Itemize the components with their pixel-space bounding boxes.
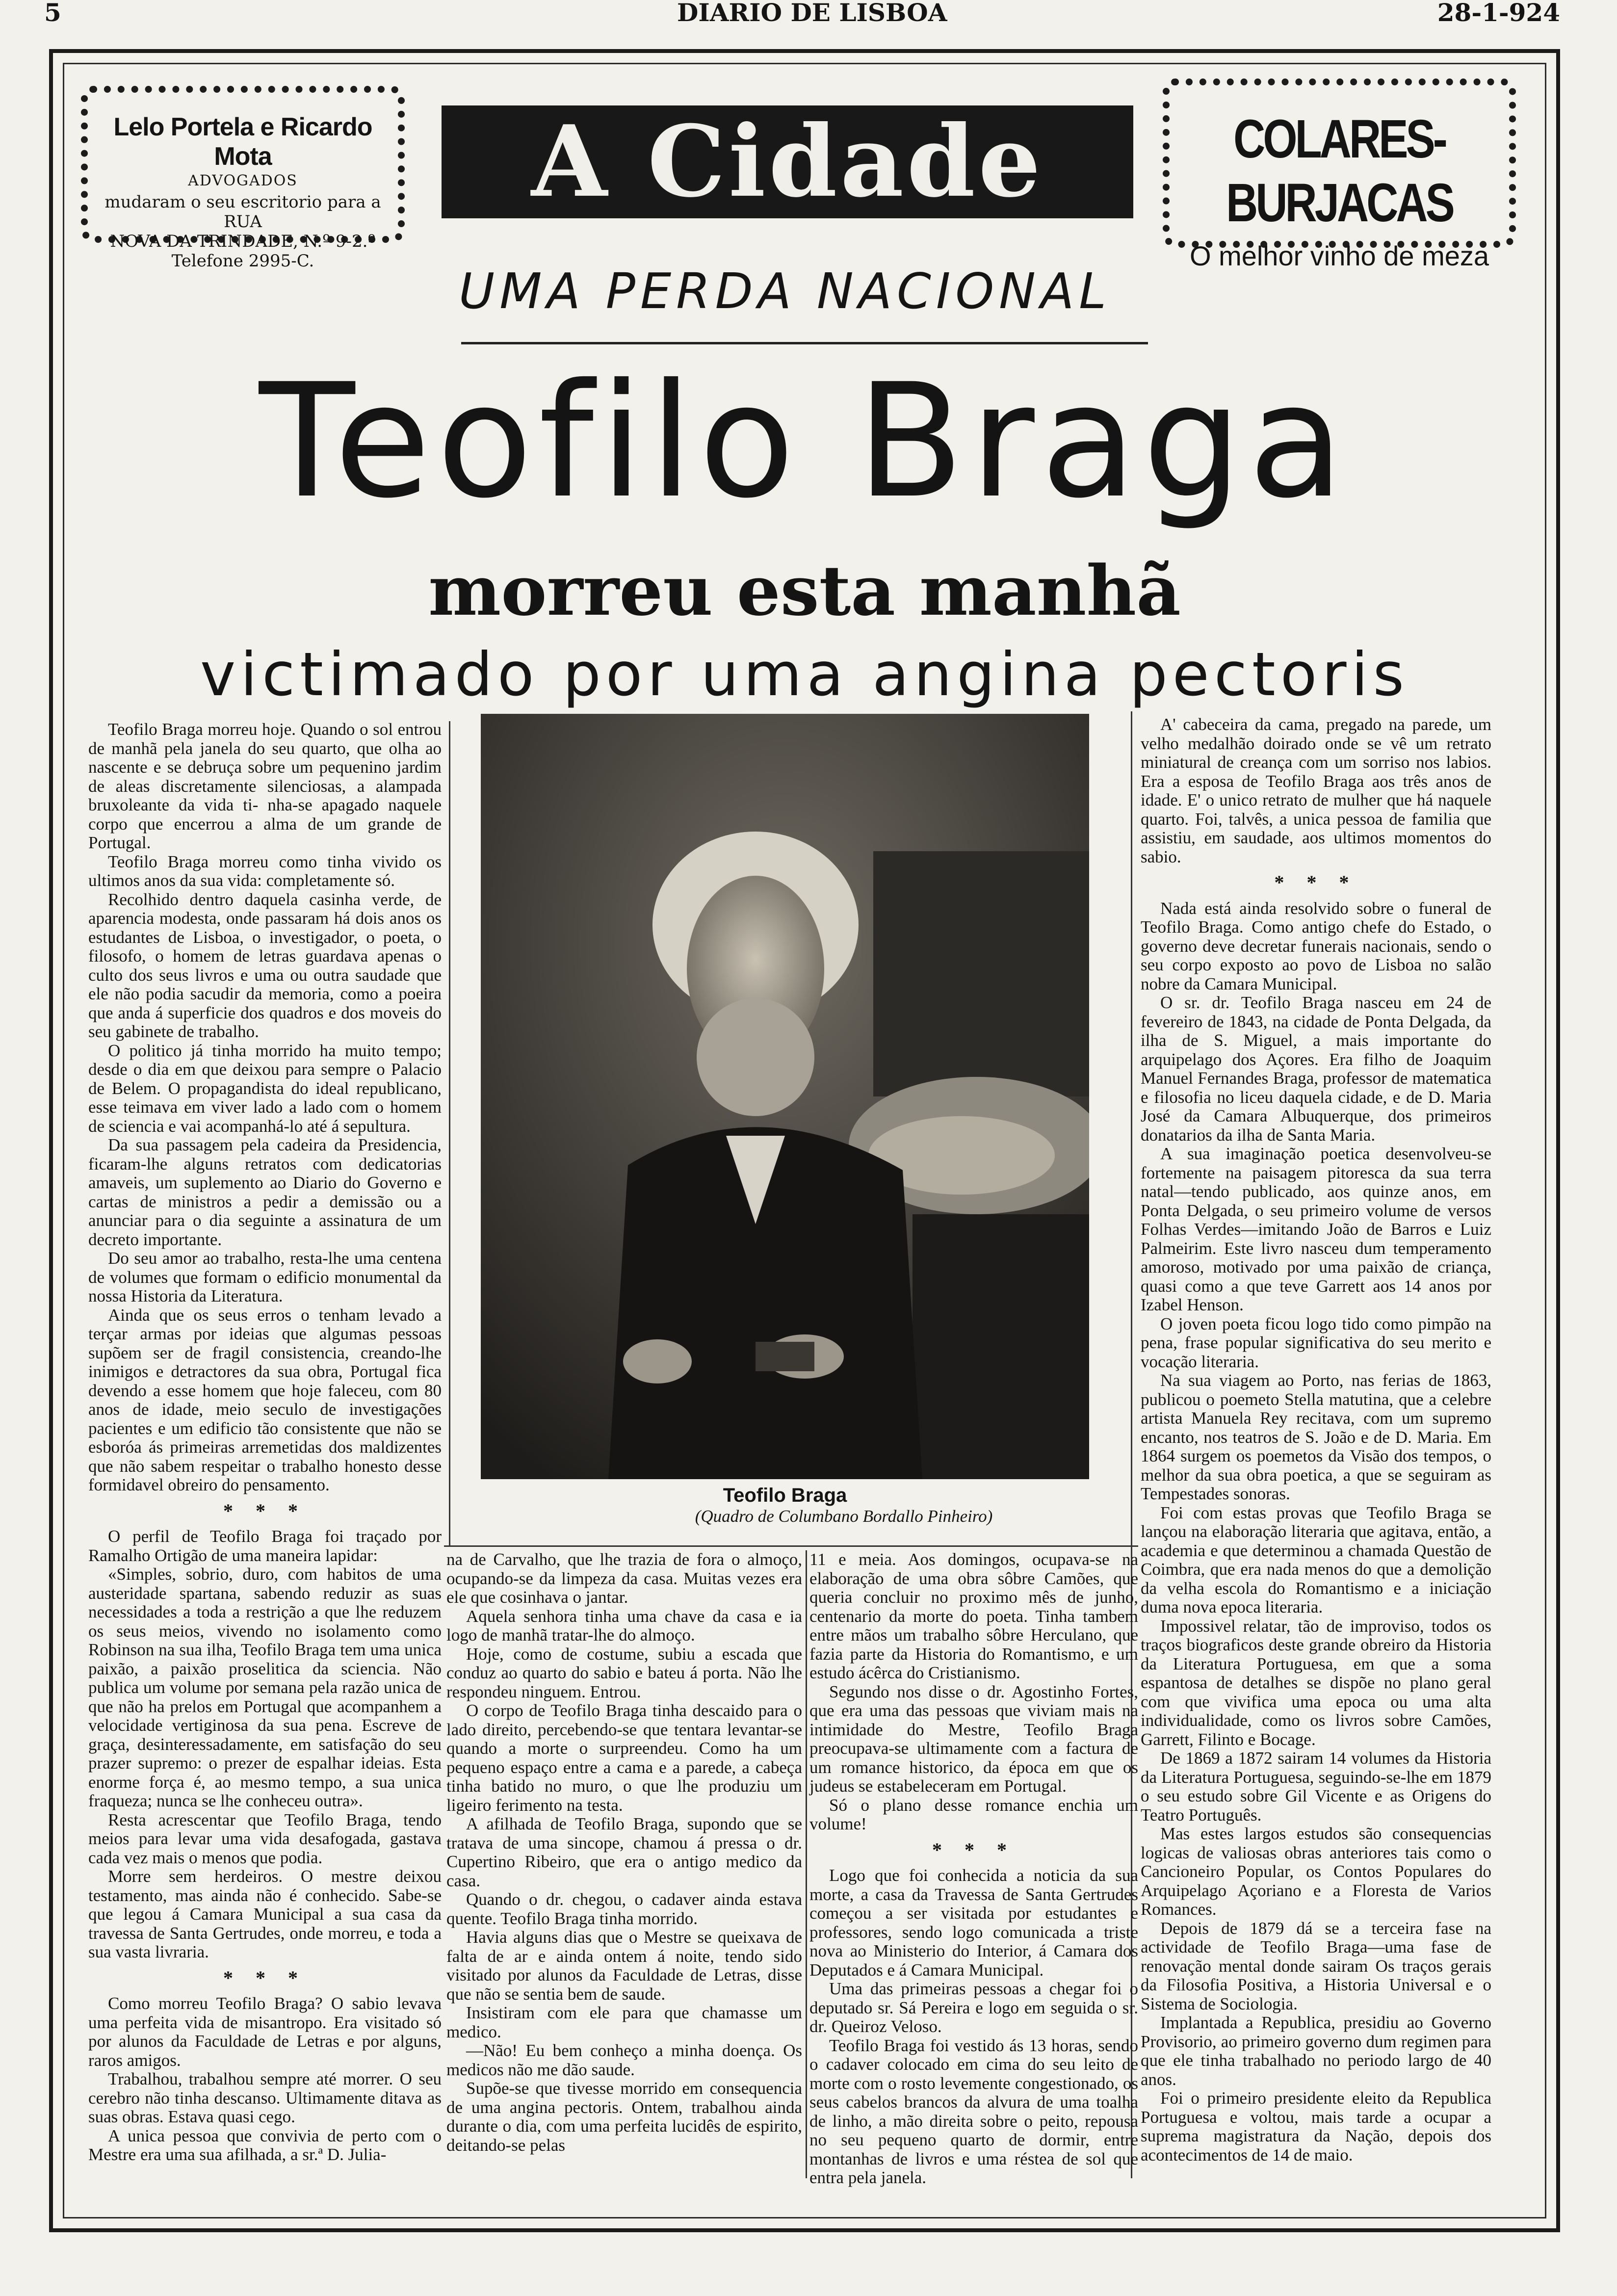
paragraph: Segundo nos disse o dr. Agostinho Fortes, que era uma das pessoas que viviam mais na intimidade do Mestre, Teofilo Braga preocupava-se ultimamente com a factura de um romance historico, da época em que os judeus se estabeleceram em Portugal. (809, 1682, 1138, 1796)
paragraph: O joven poeta ficou logo tido como pimpão na pena, frase popular significativa do seu merito e vocação literaria. (1141, 1314, 1491, 1371)
photo-bottom-rule (444, 1545, 1138, 1547)
subheadline-secondary: victimado por uma angina pectoris (200, 640, 1409, 709)
paragraph: A afilhada de Teofilo Braga, supondo que se tratava de uma sincope, chamou á pressa o dr. Cupertino Ribeiro, que era o antigo medico da casa. (446, 1814, 802, 1890)
section-stars: * * * (1274, 871, 1358, 893)
article-column-1 (88, 720, 442, 2165)
paragraph: 11 e meia. Aos domingos, ocupava-se na elaboração de uma obra sôbre Camões, que queria concluir no proximo mês de junho, centenario da morte do poeta. Tinha tambem entre mãos um trabalho sôbre Herculano, que fazia parte da Historia do Romantismo, e um estudo ácêrca do Cristianismo. (809, 1550, 1138, 1682)
paragraph: Teofilo Braga foi vestido ás 13 horas, sendo o cadaver colocado em cima do seu leito de morte com o rosto levemente congestionado, os seus cabelos brancos da alvura de uma toalha de linho, a mão direita sobre o peito, repousa no seu pequeno quarto de dormir, entre montanhas de livros e uma réstea de sol que entra pela janela. (809, 2035, 1138, 2187)
paragraph: Uma das primeiras pessoas a chegar foi o deputado sr. Sá Pereira e logo em seguida o sr. dr. Queiroz Veloso. (809, 1979, 1138, 2036)
paragraph: Ainda que os seus erros o tenham levado a terçar armas por ideias que algumas pessoas supõem ser de fragil consistencia, creando-lhe inimigos e detractores da sua obra, Portugal fica devendo a esse homem que hoje faleceu, com 80 anos de idade, meio seculo de investigações pacientes e um edificio tão consistente que não se esboróa ás primeiras arremetidas dos maldizentes que não sabem respeitar o trabalho honesto desse formidavel obreiro do pensamento. (88, 1305, 442, 1494)
paragraph: Implantada a Republica, presidiu ao Governo Provisorio, ao primeiro governo dum regimen para que ele tinha trabalhado no periodo largo de 40 anos. (1141, 2013, 1491, 2089)
section-stars: * * * (223, 1499, 307, 1522)
advert-lawyers-title: Lelo Portela e Ricardo Mota (113, 113, 372, 171)
paragraph: A unica pessoa que convivia de perto com o Mestre era uma sua afilhada, a sr.ª D. Julia- (88, 2126, 442, 2164)
article-column-4 (1141, 715, 1491, 2165)
photo-caption (481, 1484, 1089, 1526)
paragraph: Trabalhou, trabalhou sempre até morrer. O seu cerebro não tinha descanso. Ultimamente ditava as suas obras. Estava quasi cego. (88, 2069, 442, 2126)
page-number: 5 (44, 0, 61, 27)
column-rule-2 (806, 1550, 807, 2178)
paragraph: A sua imaginação poetica desenvolveu-se fortemente na paisagem pitoresca da sua terra natal—tendo publicado, aos quinze anos, em Ponta Delgada, o seu primeiro volume de versos Folhas Verdes—imitando João de Barros e Luiz Palmeirim. Este livro nasceu dum temperamento amoroso, motivado por uma paixão de criança, quasi como a que teve Garrett aos 14 anos por Izabel Henson. (1141, 1144, 1491, 1314)
advert-wine-title: COLARES-BURJACAS (1226, 109, 1453, 233)
advert-lawyers-line3: Telefone 2995-C. (171, 251, 314, 271)
paragraph: O corpo de Teofilo Braga tinha descaido para o lado direito, percebendo-se que tentara levantar-se quando a morte o surpreendeu. Como ha um pequeno espaço entre a cama e a parede, a cabeça tinha batido no muro, o que lhe produziu um ligeiro ferimento na testa. (446, 1701, 802, 1815)
caption-credit: (Quadro de Columbano Bordallo Pinheiro) (695, 1507, 993, 1526)
article-column-2 (446, 1550, 802, 2155)
section-stars: * * * (932, 1838, 1016, 1861)
paragraph: O perfil de Teofilo Braga foi traçado por Ramalho Ortigão de uma maneira lapidar: (88, 1527, 442, 1565)
subheadline: morreu esta manhã (428, 551, 1181, 631)
issue-date: 28-1-924 (1437, 0, 1560, 27)
paragraph: Como morreu Teofilo Braga? O sabio levava uma perfeita vida de misantropo. Era visitado só por alunos da Faculdade de Letras e por alguns, raros amigos. (88, 1994, 442, 2070)
newspaper-name: DIARIO DE LISBOA (677, 0, 947, 27)
paragraph: Só o plano desse romance enchia um volume! (809, 1795, 1138, 1833)
advert-lawyers-subtitle: ADVOGADOS (188, 172, 298, 189)
paragraph: Nada está ainda resolvido sobre o funeral de Teofilo Braga. Como antigo chefe do Estado, o governo deve decretar funerais nacionais, sendo o seu corpo exposto ao povo de Lisboa no salão nobre da Camara Municipal. (1141, 898, 1491, 993)
paragraph: Resta acrescentar que Teofilo Braga, tendo meios para levar uma vida desafogada, gastava cada vez mais o menos que podia. (88, 1810, 442, 1867)
paragraph: O sr. dr. Teofilo Braga nasceu em 24 de fevereiro de 1843, na cidade de Ponta Delgada, da ilha de S. Miguel, a mais importante do arquipelago dos Açores. Era filho de Joaquim Manuel Fernandes Braga, professor de matematica e filosofia no liceu daquela cidade, e de D. Maria José da Camara Albuquerque, dos primeiros donatarios da ilha de Santa Maria. (1141, 993, 1491, 1145)
paragraph: Aquela senhora tinha uma chave da casa e ia logo de manhã tratar-lhe do almoço. (446, 1606, 802, 1644)
caption-name: Teofilo Braga (723, 1485, 847, 1506)
paragraph: Havia alguns dias que o Mestre se queixava de falta de ar e ainda ontem á noite, tendo sido visitado por alunos da Faculdade de Letras, disse que não se sentia bem de saude. (446, 1928, 802, 2004)
paragraph: A' cabeceira da cama, pregado na parede, um velho medalhão doirado onde se vê um retrato miniatural de creança com um sorriso nos labios. Era a esposa de Teofilo Braga aos três anos de idade. E' o unico retrato de mulher que há naquele quarto. Foi, talvês, a unica pessoa de familia que assistiu, em saudade, aos ultimos momentos do sabio. (1141, 715, 1491, 866)
paragraph: De 1869 a 1872 sairam 14 volumes da Historia da Literatura Portuguesa, seguindo-se-lhe em 1879 o seu estudo sobre Gil Vicente e as Origens do Teatro Português. (1141, 1748, 1491, 1825)
paragraph: Morre sem herdeiros. O mestre deixou testamento, mas ainda não é conhecido. Sabe-se que legou á Camara Municipal a sua casa da travessa de Santa Gertrudes, onde morreu, e toda a sua vasta livraria. (88, 1867, 442, 1961)
paragraph: Mas estes largos estudos são consequencias logicas de valiosas obras anteriores tais como o Cancioneiro Popular, os Contos Populares do Arquipelago Açoriano e a Floresta de Varios Romances. (1141, 1824, 1491, 1919)
paragraph: Hoje, como de costume, subiu a escada que conduz ao quarto do sabio e bateu á porta. Não lhe respondeu ninguem. Entrou. (446, 1644, 802, 1701)
paragraph: Supõe-se que tivesse morrido em consequencia de uma angina pectoris. Ontem, trabalhou ainda durante o dia, com uma perfeita lucidês de espirito, deitando-se pelas (446, 2079, 802, 2155)
column-rule-1 (449, 721, 450, 1545)
paragraph: Teofilo Braga morreu como tinha vivido os ultimos anos da sua vida: completamente só. (88, 852, 442, 890)
advert-lawyers (81, 86, 405, 271)
headline: Teofilo Braga (259, 350, 1351, 533)
article-column-3 (809, 1550, 1138, 2188)
paragraph: Teofilo Braga morreu hoje. Quando o sol entrou de manhã pela janela do seu quarto, que olha ao nascente e se debruça sobre um pequenino jardim de aleas discretamente silenciosas, a alampada bruxoleante da vida ti- nha-se apagado naquele corpo que encerrou a alma de um grande de Portugal. (88, 720, 442, 852)
paragraph: Foi com estas provas que Teofilo Braga se lançou na elaboração literaria que agitava, então, a academia e que determinou a chamada Questão de Coimbra, que era nada menos do que a demolição da velha escola do Romantismo e a iniciação duma nova epoca literaria. (1141, 1503, 1491, 1617)
advert-lawyers-line1: mudaram o seu escritorio para a RUA (104, 192, 381, 232)
paragraph: Insistiram com ele para que chamasse um medico. (446, 2003, 802, 2041)
paragraph: O politico já tinha morrido ha muito tempo; desde o dia em que deixou para sempre o Palacio de Belem. O propagandista do ideal republicano, esse teimava em viver lado a lado com o homem de sciencia e vai acompanhá-lo até á sepultura. (88, 1041, 442, 1136)
portrait-photo-graphic (481, 714, 1089, 1479)
paragraph: na de Carvalho, que lhe trazia de fora o almoço, ocupando-se da limpeza da casa. Muitas vezes era ele que cosinhava o jantar. (446, 1550, 802, 1607)
paragraph: «Simples, sobrio, duro, com habitos de uma austeridade spartana, sabendo reduzir as suas necessidades a toda a restrição a que lhe reduzem os seus meios, vivendo no isolamento como Robinson na sua ilha, Teofilo Braga tem uma unica paixão, a paixão proselitica da sciencia. Não publica um volume por semana pela razão unica de que não ha prelos em Portugal que acompanhem a velocidade vertiginosa da sua pena. Escreve de graça, desinteressadamente, em satisfação do seu prazer supremo: o prezer de espalhar ideias. Esta enorme força é, ao mesmo tempo, a sua unica fraqueza; nunca se lhe conheceu outra». (88, 1565, 442, 1810)
paragraph: Foi o primeiro presidente eleito da Republica Portuguesa e voltou, mais tarde a ocupar a suprema magistratura da Nação, depois dos acontecimentos de 14 de maio. (1141, 2088, 1491, 2165)
paragraph: —Não! Eu bem conheço a minha doença. Os medicos não me dão saude. (446, 2041, 802, 2079)
advert-wine (1163, 78, 1516, 271)
kicker: UMA PERDA NACIONAL (459, 262, 1111, 320)
paragraph: Recolhido dentro daquela casinha verde, de aparencia modesta, onde passaram há dois anos os estudantes de Lisboa, o investigador, o poeta, o filosofo, o homem de letras guardava apenas o culto dos seus livros e uma ou outra saudade que ele não podia sacudir da memoria, como a poeira que anda á superficie dos quadros e dos moveis do seu gabinete de trabalho. (88, 889, 442, 1041)
paragraph: Do seu amor ao trabalho, resta-lhe uma centena de volumes que formam o edificio monumental da nossa Historia da Literatura. (88, 1249, 442, 1305)
paragraph: Impossivel relatar, tão de improviso, todos os traços biograficos deste grande obreiro da Historia da Literatura Portuguesa, em que a soma espantosa de detalhes se dispõe no plano geral com que vivifica uma epoca ou uma alta individualidade, como os livros sobre Camões, Garrett, Filinto e Bocage. (1141, 1616, 1491, 1749)
paragraph: Depois de 1879 dá se a terceira fase na actividade de Teofilo Braga—uma fase de renovação mental donde sairam Os traços gerais da Filosofia Positiva, a Historia Universal e o Sistema de Sociologia. (1141, 1918, 1491, 2013)
advert-wine-tagline: O melhor vinho de meza (1189, 240, 1489, 271)
portrait-photo (481, 714, 1089, 1479)
paragraph: Logo que foi conhecida a noticia da sua morte, a casa da Travessa de Santa Gertrudes começou a ser visitada por estudantes e professores, sendo logo comunicada a triste nova ao Ministerio do Interior, á Camara dos Deputados e á Camara Municipal. (809, 1866, 1138, 1980)
advert-lawyers-line2: NOVA DA TRINDADE, N.º 9-2.º (110, 232, 376, 251)
paragraph: Quando o dr. chegou, o cadaver ainda estava quente. Teofilo Braga tinha morrido. (446, 1890, 802, 1928)
page-header-line (44, 0, 1560, 27)
section-stars: * * * (223, 1966, 307, 1989)
paragraph: Da sua passagem pela cadeira da Presidencia, ficaram-lhe alguns retratos com dedicatorias amaveis, um suplemento ao Diario do Governo e cartas de ministros a pedir a demissão ou a anunciar para o dia seguinte a assinatura de um decreto importante. (88, 1135, 442, 1249)
section-masthead: A Cidade (442, 105, 1133, 218)
paragraph: Na sua viagem ao Porto, nas ferias de 1863, publicou o poemeto Stella matutina, que a celebre artista Manuela Rey recitava, com um supremo encanto, nos teatros de S. João e de D. Maria. Em 1864 surgem os poemetos da Visão dos tempos, o melhor da sua obra poetica, a que se seguiram as Tempestades sonoras. (1141, 1371, 1491, 1503)
